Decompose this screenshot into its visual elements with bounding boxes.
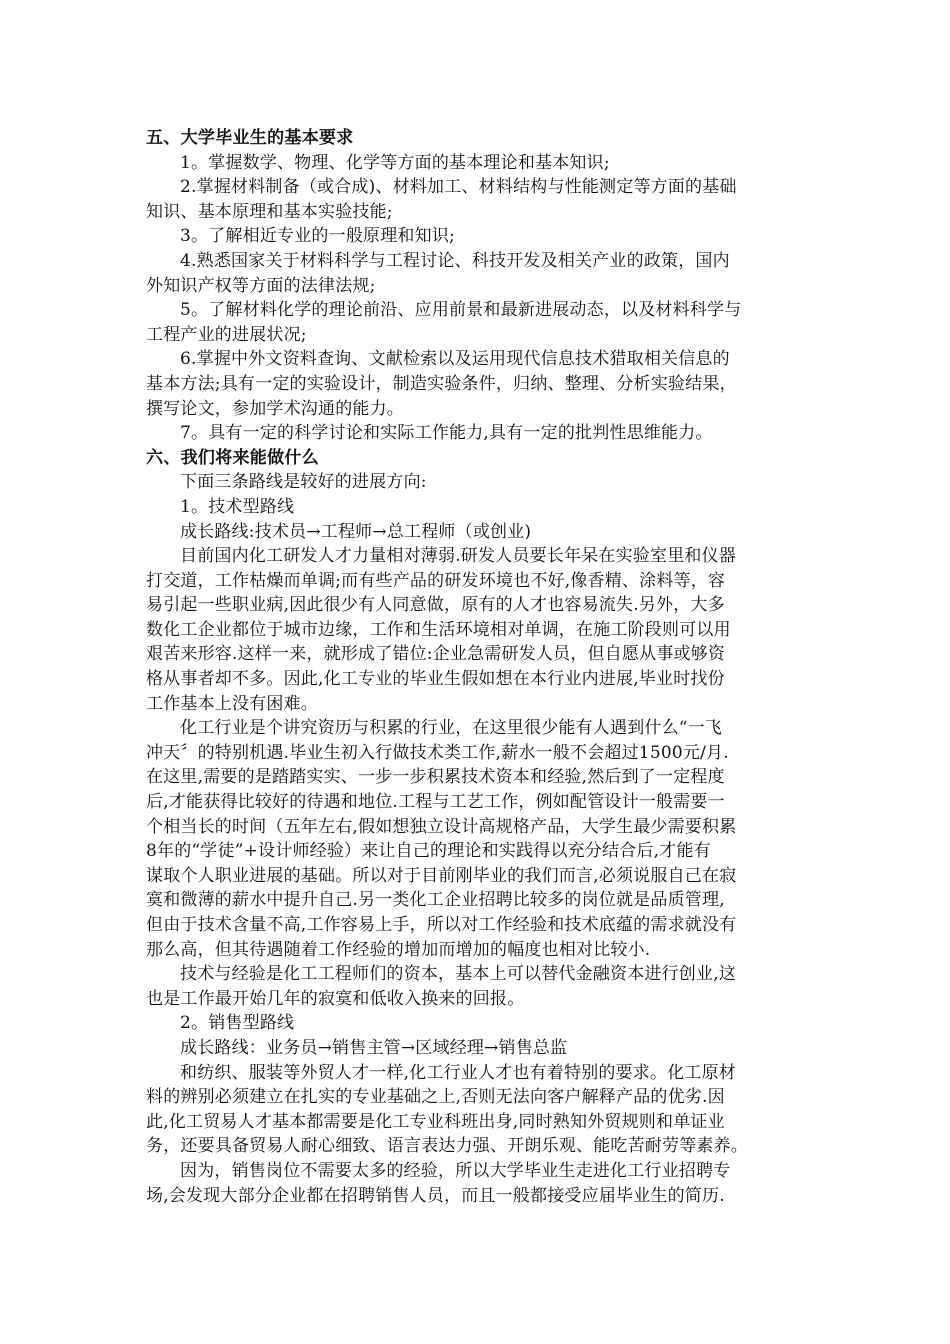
text-line: 成长路线:技术员→工程师→总工程师（或创业) [180, 521, 532, 542]
text-line: 艰苦来形容.这样一来，就形成了错位:企业急需研发人员，但自愿从事或够资 [146, 644, 726, 665]
document-body [146, 126, 808, 1208]
text-line: 1。技术型路线 [180, 496, 295, 517]
text-line: 6.掌握中外文资料查询、文献检索以及运用现代信息技术猎取相关信息的 [180, 349, 730, 370]
text-line: 7。具有一定的科学讨论和实际工作能力,具有一定的批判性思维能力。 [180, 423, 713, 444]
text-line: 下面三条路线是较好的进展方向: [180, 472, 427, 493]
text-line: 冲天〞的特别机遇.毕业生初入行做技术类工作,薪水一般不会超过1500元/月. [146, 742, 729, 763]
text-line: 4.熟悉国家关于材料科学与工程讨论、科技开发及相关产业的政策，国内 [180, 250, 730, 271]
text-line: 个相当长的时间（五年左右,假如想独立设计高规格产品，大学生最少需要积累 [146, 816, 737, 837]
text-line: 打交道，工作枯燥而单调;而有些产品的研发环境也不好,像香精、涂料等，容 [146, 570, 726, 591]
text-line: 务，还要具备贸易人耐心细致、语言表达力强、开朗乐观、能吃苦耐劳等素养。 [146, 1136, 748, 1157]
text-line: 成长路线：业务员→销售主管→区域经理→销售总监 [180, 1037, 568, 1058]
text-line: 料的辨别必须建立在扎实的专业基础之上,否则无法向客户解释产品的优劣.因 [146, 1087, 725, 1108]
text-line: 2。销售型路线 [180, 1013, 295, 1034]
text-line: 在这里,需要的是踏踏实实、一步一步积累技术资本和经验,然后到了一定程度 [146, 767, 725, 788]
text-line: 数化工企业都位于城市边缘，工作和生活环境相对单调，在施工阶段则可以用 [146, 619, 731, 640]
text-line: 工程产业的进展状况; [146, 324, 307, 345]
text-line: 和纺织、服装等外贸人才一样,化工行业人才也有着特别的要求。化工原材 [180, 1062, 737, 1083]
section-heading: 六、我们将来能做什么 [146, 447, 319, 468]
text-line: 工作基本上没有困难。 [146, 693, 318, 714]
text-line: 1。掌握数学、物理、化学等方面的基本理论和基本知识; [180, 152, 610, 173]
text-line: 寞和微薄的薪水中提升自己.另一类化工企业招聘比较多的岗位就是品质管理, [146, 890, 725, 911]
text-line: 易引起一些职业病,因此很少有人同意做，原有的人才也容易流失.另外，大多 [146, 595, 725, 616]
text-line: 因为，销售岗位不需要太多的经验，所以大学毕业生走进化工行业招聘专 [180, 1160, 731, 1181]
text-line: 5。了解材料化学的理论前沿、应用前景和最新进展动态，以及材料科学与 [180, 300, 742, 321]
text-line: 后,才能获得比较好的待遇和地位.工程与工艺工作，例如配管设计一般需要一 [146, 792, 725, 813]
text-line: 目前国内化工研发人才力量相对薄弱.研发人员要长年呆在实验室里和仪器 [180, 546, 737, 567]
text-line: 化工行业是个讲究资历与积累的行业，在这里很少能有人遇到什么“一飞 [180, 718, 723, 739]
text-line: 但由于技术含量不高,工作容易上手，所以对工作经验和技术底蕴的需求就没有 [146, 915, 737, 935]
text-line: 8年的“学徒”+设计师经验）来让自己的理论和实践得以充分结合后,才能有 [146, 841, 711, 862]
document-page [146, 126, 808, 1208]
text-line: 基本方法;具有一定的实验设计，制造实验条件，归纳、整理、分析实验结果， [146, 373, 737, 394]
text-line: 那么高，但其待遇随着工作经验的增加而增加的幅度也相对比较小. [146, 939, 651, 960]
text-line: 撰写论文，参加学术沟通的能力。 [146, 398, 404, 419]
text-line: 技术与经验是化工工程师们的资本，基本上可以替代金融资本进行创业,这 [180, 964, 737, 985]
text-line: 场,会发现大部分企业都在招聘销售人员，而且一般都接受应届毕业生的简历. [146, 1185, 725, 1206]
text-line: 2.掌握材料制备（或合成)、材料加工、材料结构与性能测定等方面的基础 [180, 177, 737, 198]
text-line: 格从事者却不多。因此,化工专业的毕业生假如想在本行业内进展,毕业时找份 [146, 669, 725, 690]
text-line: 外知识产权等方面的法律法规; [146, 275, 376, 296]
text-line: 也是工作最开始几年的寂寞和低收入换来的回报。 [146, 988, 525, 1009]
section-heading: 五、大学毕业生的基本要求 [146, 128, 354, 148]
text-line: 3。了解相近专业的一般原理和知识; [180, 226, 455, 247]
text-line: 谋取个人职业进展的基础。所以对于目前刚毕业的我们而言,必须说服自己在寂 [146, 865, 737, 886]
text-line: 知识、基本原理和基本实验技能; [146, 201, 393, 222]
text-line: 此,化工贸易人才基本都需要是化工专业科班出身,同时熟知外贸规则和单证业 [146, 1111, 725, 1132]
